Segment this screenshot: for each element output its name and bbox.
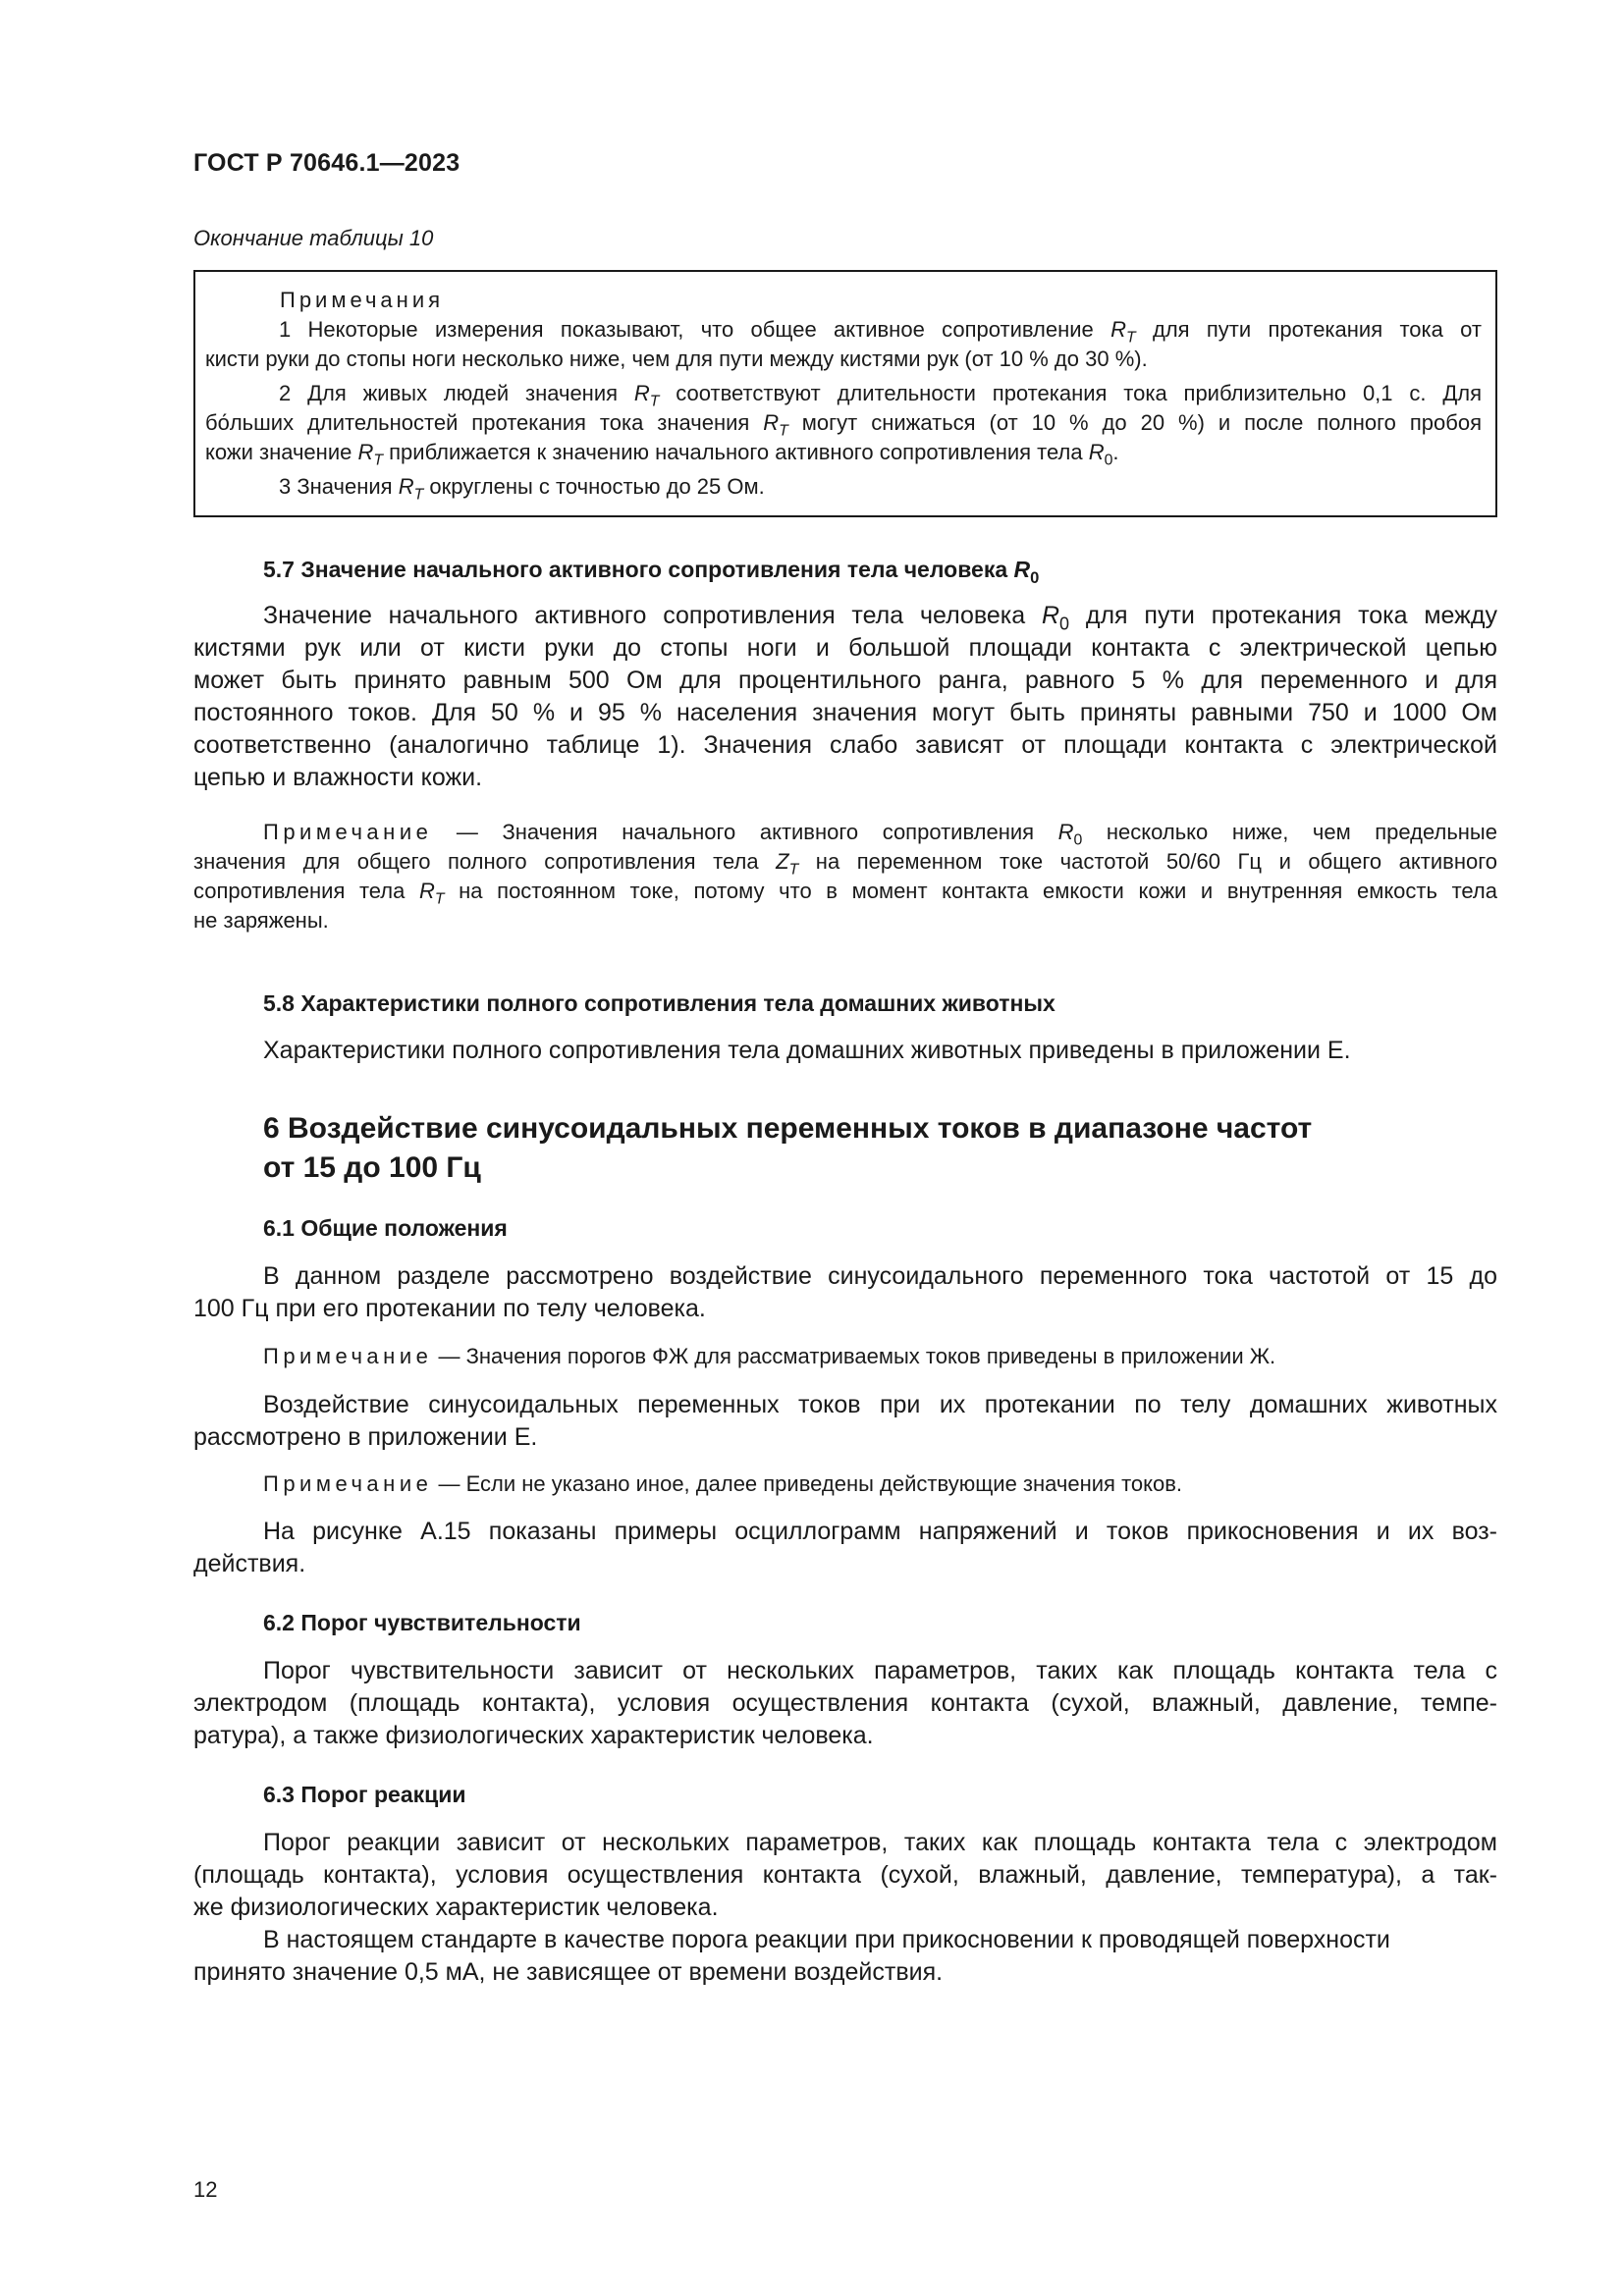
section-5-8-heading: 5.8 Характеристики полного сопротивления тела домашних животных	[263, 990, 1056, 1016]
paragraph-line: же физиологических характеристик человека.	[193, 1894, 719, 1921]
note-2-line-1: 2 Для живых людей значения $R_T$ соответствуют длительности протекания тока приблизительно 0,1 с. Для	[279, 381, 1482, 410]
paragraph-line: В данном разделе рассмотрено воздействие синусоидального переменного тока частотой от 15 до	[263, 1262, 1497, 1290]
paragraph-line: может быть принято равным 500 Ом для процентильного ранга, равного 5 % для переменного и для	[193, 667, 1497, 694]
paragraph-line: кистями рук или от кисти руки до стопы ноги и большой площади контакта с электрической цепью	[193, 634, 1497, 662]
note-line: Примечание — Значения порогов ФЖ для рассматриваемых токов приведены в приложении Ж.	[263, 1344, 1276, 1368]
paragraph-line: рассмотрено в приложении Е.	[193, 1423, 538, 1451]
paragraph-line: 100 Гц при его протекании по телу человека.	[193, 1295, 706, 1322]
paragraph-line: Порог реакции зависит от нескольких параметров, таких как площадь контакта тела с электродом	[263, 1829, 1497, 1856]
paragraph-line: электродом (площадь контакта), условия осуществления контакта (сухой, влажный, давление, темпе-	[193, 1689, 1497, 1717]
note-line: Примечание — Если не указано иное, далее приведены действующие значения токов.	[263, 1471, 1183, 1496]
paragraph-line: Значение начального активного сопротивления тела человека $R_0$ для пути протекания тока между	[263, 602, 1497, 634]
section-6-3-paragraph	[193, 1827, 1497, 1989]
paragraph-line: ратура), а также физиологических характеристик человека.	[193, 1722, 874, 1749]
section-6-2-paragraph	[193, 1655, 1497, 1752]
section-6-1-note-1	[193, 1342, 1497, 1371]
paragraph-line: (площадь контакта), условия осуществления контакта (сухой, влажный, давление, температура), а так-	[193, 1861, 1497, 1889]
note-3: 3 Значения $R_T$ округлены с точностью до 25 Ом.	[279, 474, 765, 504]
note-1-line-2: кисти руки до стопы ноги несколько ниже, чем для пути между кистями рук (от 10 % до 30 %).	[205, 347, 1148, 371]
note-line: сопротивления тела $R_T$ на постоянном токе, потому что в момент контакта емкости кожи и внутренняя емкость тела	[193, 879, 1497, 908]
standard-header: ГОСТ Р 70646.1—2023	[193, 149, 460, 177]
page-number: 12	[193, 2177, 218, 2202]
paragraph-line: постоянного токов. Для 50 % и 95 % населения значения могут быть приняты равными 750 и 1000 Ом	[193, 699, 1497, 726]
section-6-3-heading: 6.3 Порог реакции	[263, 1782, 466, 1807]
section-6-1-heading: 6.1 Общие положения	[263, 1215, 508, 1241]
section-5-7-paragraph	[193, 600, 1497, 794]
note-line: не заряжены.	[193, 908, 329, 933]
paragraph-line: действия.	[193, 1550, 306, 1577]
note-line: Примечание — Значения начального активного сопротивления $R_0$ несколько ниже, чем предельные	[263, 820, 1497, 849]
note-line: значения для общего полного сопротивления тела $Z_T$ на переменном токе частотой 50/60 Гц и общего активного	[193, 849, 1497, 879]
paragraph-line: Воздействие синусоидальных переменных токов при их протекании по телу домашних животных	[263, 1391, 1497, 1418]
paragraph-line: цепью и влажности кожи.	[193, 764, 483, 791]
paragraph-line: Характеристики полного сопротивления тела домашних животных приведены в приложении Е.	[263, 1037, 1351, 1064]
section-6-1-paragraph-2	[193, 1389, 1497, 1454]
section-5-7-heading: 5.7 Значение начального активного сопротивления тела человека $R_0$	[263, 557, 1040, 587]
paragraph-line: В настоящем стандарте в качестве порога реакции при прикосновении к проводящей поверхности	[263, 1926, 1390, 1953]
table-continuation-caption: Окончание таблицы 10	[193, 226, 434, 250]
table-10-notes-box	[193, 270, 1497, 517]
paragraph-line: соответственно (аналогично таблице 1). Значения слабо зависят от площади контакта с электрической	[193, 731, 1497, 759]
section-5-7-note	[193, 818, 1497, 935]
paragraph-line: принято значение 0,5 мА, не зависящее от времени воздействия.	[193, 1958, 944, 1986]
notes-title: Примечания	[280, 288, 445, 312]
paragraph-line: На рисунке А.15 показаны примеры осциллограмм напряжений и токов прикосновения и их воз-	[263, 1518, 1497, 1545]
section-6-2-heading: 6.2 Порог чувствительности	[263, 1610, 581, 1635]
section-6-heading: 6 Воздействие синусоидальных переменных токов в диапазоне частот от 15 до 100 Гц	[263, 1112, 1313, 1184]
note-1-line-1: 1 Некоторые измерения показывают, что общее активное сопротивление $R_T$ для пути протекания тока от	[279, 317, 1482, 347]
paragraph-line: Порог чувствительности зависит от нескольких параметров, таких как площадь контакта тела с	[263, 1657, 1497, 1684]
note-2-line-2: бо́льших длительностей протекания тока значения $R_T$ могут снижаться (от 10 % до 20 %) и после полного пробоя	[205, 410, 1483, 440]
section-6-1-paragraph-3	[193, 1516, 1497, 1580]
section-6-1-note-2	[193, 1469, 1497, 1499]
note-2-line-3: кожи значение $R_T$ приближается к значению начального активного сопротивления тела $R_0$.	[205, 440, 1119, 469]
section-5-8-paragraph	[193, 1035, 1497, 1067]
section-6-1-paragraph-1	[193, 1260, 1497, 1325]
